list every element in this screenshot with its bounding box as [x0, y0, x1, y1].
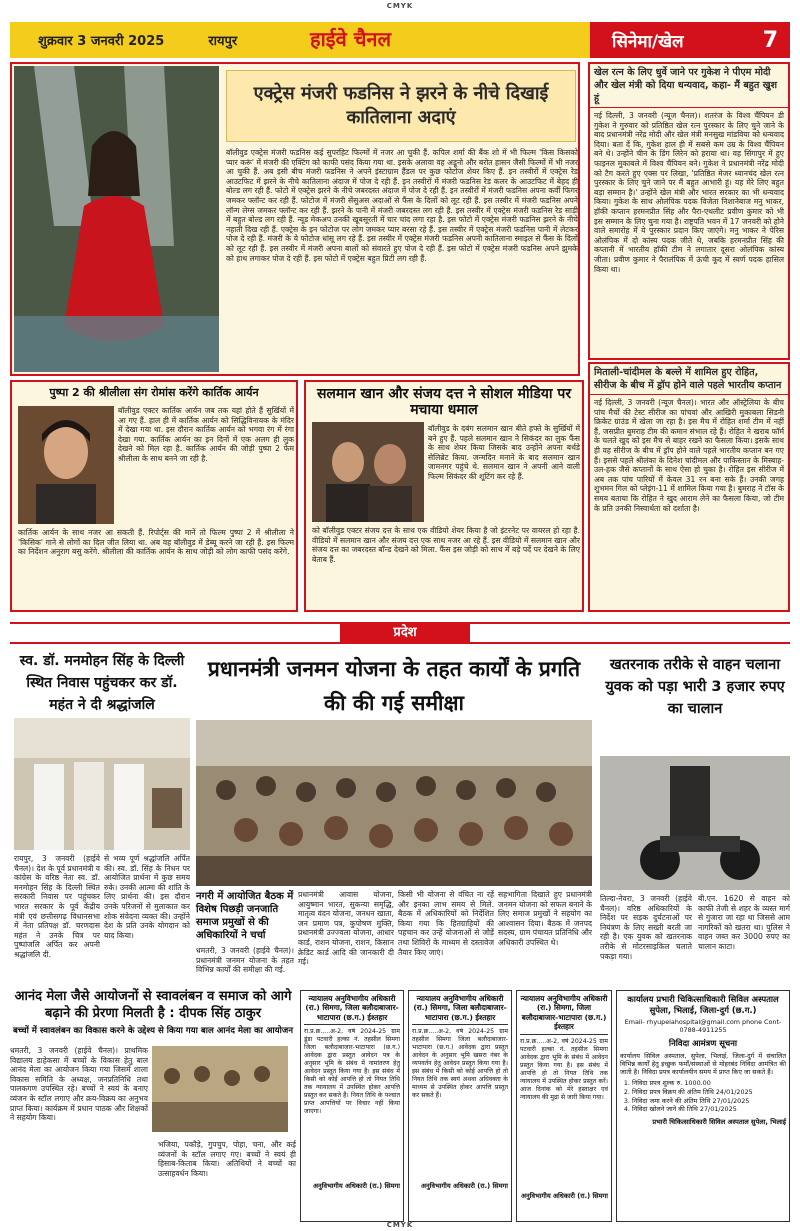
- court-notice-1-title: न्यायालय अनुविभागीय अधिकारी (रा.) सिमगा, जिला बलौदाबाजार-भाटापारा (छ.ग.) ईश्तहार: [304, 994, 400, 1025]
- masthead: [10, 22, 790, 58]
- edition-date: शुक्रवार 3 जनवरी 2025: [38, 34, 165, 49]
- vahan-body-2: बी.एन. 1620 से वाहन को काफी तेजी से शहर के व्यस्त मार्ग से गुजारा जा रहा था जिससे आम नागरिकों को खतरा था। पुलिस ने वाहन जब्त कर 3000 रुपए का चालान काटा।: [698, 894, 790, 951]
- hospital-items: [632, 1079, 786, 1113]
- hospital-contact: Email- rhyupelahospital@gmail.com phone Cont- 0788-4911255: [624, 1018, 782, 1035]
- salman-sanjay-photo: [312, 422, 424, 522]
- manmohan-photo: [14, 718, 190, 850]
- pushpa-body-2: कार्तिक आर्यन के साथ नजर आ सकती हैं. रिपोर्ट्स की मानें तो फिल्म पुष्पा 2 में श्रीलीला ने 'किसिक' गाने से लोगों का दिल जीत लिया था. अब वह बॉलीवुड में डेब्यू करने जा रही हैं. इस फिल्म का निर्देशन अनुराग बसु करेंगे. श्रीलीला की कार्तिक आर्यन के साथ जोड़ी को लोग काफी पसंद करेंगे.: [18, 528, 294, 557]
- hospital-body: कार्यालय सिविल अस्पताल, सुपेला, भिलाई, जिला-दुर्ग में संचालित विभिन्न कार्यों हेतु इच्छुक फर्मों/संस्थाओं से मोहरबंद निविदा आमंत्रित की जाती है। निविदा प्रपत्र कार्यालयीन समय में प्राप्त किए जा सकते हैं।: [620, 1051, 786, 1077]
- newspaper-logo: हाईवे चैनल: [310, 27, 392, 51]
- children-photo-illustration: [152, 1046, 288, 1132]
- pmjy-body-4: सहभागिता दिखाते हुए प्रधानमंत्री जनमन योजना को सफल बनाने के लिए समाज प्रमुखों ने सहयोग का आश्वासन दिया। बैठक में जनपद सदस्य, ग्राम पंचायत प्रतिनिधि और अधिकारी उपस्थित थे।: [498, 890, 592, 947]
- rohit-body: नई दिल्ली, 3 जनवरी (न्यूज चैनल)। भारत और ऑस्ट्रेलिया के बीच पांच मैचों की टेस्ट सीरीज का पांचवां और आखिरी मुकाबला सिडनी क्रिकेट ग्राउंड में खेला जा रहा है। इस मैच में रोहित शर्मा टीम में नहीं हैं, जसप्रीत बुमराह टीम की कमान संभाल रहे हैं। रोहित ने खराब फॉर्म के चलते खुद को इस मैच से बाहर रखने का फैसला किया। इसके साथ ही वह सीरीज के बीच में ड्रॉप होने वाले पहले भारतीय कप्तान बन गए हैं। इससे पहले श्रीलंका के दिनेश चांदीमल और पाकिस्तान के मिस्बाह-उल-हक जैसे कप्तानों के साथ ऐसा हो चुका है। रोहित इस सीरीज में अब तक पांच पारियों में केवल 31 रन बना सके हैं। उनकी जगह शुभमन गिल को प्लेइंग-11 में शामिल किया गया है। बुमराह ने टॉस के समय बताया कि रोहित ने खुद आराम लेने का फैसला किया, जो टीम के प्रति उनकी निस्वार्थता को दर्शाता है।: [594, 398, 784, 513]
- court-notice-2: [408, 990, 512, 1222]
- section-band-label: प्रदेश: [340, 622, 470, 644]
- duo-photo-illustration: [312, 422, 424, 522]
- gukesh-headline: खेल रत्न के लिए धुर्वे जाने पर गुकेश ने पीएम मोदी और खेल मंत्री को दिया धन्यवाद, कहा- मैं बहुत खुश हूं: [590, 64, 788, 108]
- crowd-photo-illustration: [196, 720, 592, 886]
- vahan-photo: [600, 756, 790, 890]
- hospital-item: 2. निविदा प्रपत्र विक्रय की अंतिम तिथि 24/01/2025: [632, 1088, 786, 1097]
- pushpa-story: [10, 380, 298, 612]
- manmohan-body-1: रायपुर, 3 जनवरी (हाईवे चैनल)। देश के पूर्व प्रधानमंत्री व कांग्रेस के वरिष्ठ नेता स्व. डॉ. मनमोहन सिंह के दिल्ली स्थित सरकारी निवास पर पहुंचकर भारत सरकार के पूर्व केंद्रीय मंत्री एवं छत्तीसगढ़ विधानसभा में नेता प्रतिपक्ष डॉ. चरणदास महंत ने उनके चित्र पर पुष्पांजलि अर्पित कर अपनी श्रद्धांजलि दी.: [14, 854, 100, 959]
- court-notice-2-footer: अनुविभागीय अधिकारी (रा.) सिमगा: [421, 1182, 508, 1191]
- anand-body-1: धमतरी, 3 जनवरी (हाईवे चैनल)। प्राथमिक विद्यालय डाहेकसा में बच्चों के विकास हेतु बाल आनंद मेला का आयोजन किया गया जिसमें शाला विकास समिति के अध्यक्ष, जनप्रतिनिधि तथा पालकगण उपस्थित रहे। बच्चों ने स्वयं के बनाए व्यंजन के स्टॉल लगाए और क्रय-विक्रय का अनुभव प्राप्त किया। कार्यक्रम में प्रधान पाठक और शिक्षकों ने सहयोग किया।: [10, 1046, 148, 1123]
- pmjy-body-1: धमतरी, 3 जनवरी (हाईवे चैनल)। प्रधानमंत्री जनमन योजना के तहत विभिन्न कार्यों की समीक्षा की गई.: [196, 946, 294, 975]
- anand-headline: आनंद मेला जैसे आयोजनों से स्वावलंबन व समाज को आगे बढ़ाने की प्रेरणा मिलती है : दीपक सिंह ठाकुर: [14, 989, 292, 1021]
- manmohan-headline: स्व. डॉ. मनमोहन सिंह के दिल्ली स्थित निवास पहुंचकर कर डॉ. महंत ने दी श्रद्धांजलि: [19, 653, 185, 713]
- print-marker-bottom: CMYK: [386, 1221, 414, 1229]
- edition-city: रायपुर: [208, 34, 238, 49]
- court-notice-3: [516, 990, 612, 1222]
- lead-body: बॉलीवुड एक्ट्रेस मंजरी फडनिस कई सुपरहिट फिल्मों में नजर आ चुकी हैं. कपिल शर्मा की बैंक शो में भी फिल्म 'किस किसको प्यार करूं' में मंजरी की एक्टिंग को काफी पसंद किया गया था. इसके अलावा वह अडूनो और बरोत हासन जैसी फिल्मों में भी नजर आ चुकी हैं. अब इसी बीच मंजरी फडनिस ने अपने इंस्टाग्राम हैंडल पर कुछ फोटोज शेयर किए हैं. इन तस्वीरों में एक्ट्रेस रेड आउटफिट में झरने के नीचे कातिलाना अंदाज में पोज दे रही हैं. इन तस्वीरों में मंजरी फडनिस रेड कलर के आउटफिट में बेहद ही बोल्ड लग रही हैं. फोटो में एक्ट्रेस झरने के नीचे जबरदस्त अंदाज में पोज दे रही हैं. इन तस्वीरों में मंजरी फडनिस अपना कर्वी फिगर जमकर फ्लॉन्ट कर रही हैं. फोटोज में मंजरी सेंसुअस अदाओं से फैंस के दिलों को लूट रही हैं. इस तस्वीर में मंजरी फडनिस अपने लॉन्ग लेग्स जमकर फ्लॉन्ट कर रही हैं. झरने के पानी में मंजरी जबरदस्त लग रही हैं. इस तस्वीर में एक्ट्रेस मंजरी फडनिस रेड साड़ी में बहुत बोल्ड लग रही हैं. न्यूड मेकअप उनकी खूबसूरती में चार चांद लगा रहा है. इस फोटो में एक्ट्रेस मंजरी फडनिस झरने के नीचे नहाती दिख रही हैं. एक्ट्रेस के इन फोटोज पर लोग जमकर प्यार बरसा रहे हैं. इस तस्वीर में एक्ट्रेस मंजरी फडनिस पानी में लेटकर पोज दे रही हैं. मंजरी के ये फोटोज धांसू लग रहे हैं. इस तस्वीर में एक्ट्रेस मंजरी फडनिस अपनी कातिलाना स्माइल से फैंस के दिलों को लूट रही हैं. इस तस्वीर में मंजरी अपना बालों को संवारते हुए पोज दे रही हैं. इस फोटो में एक्ट्रेस मंजरी फडनिस अपने झुमके को हाथ लगाकर पोज दे रही हैं. इस फोटो में एक्ट्रेस बहुत प्रिटी लग रही हैं.: [226, 148, 578, 263]
- court-notice-3-title: न्यायालय अनुविभागीय अधिकारी (रा.) सिमगा, जिला बलौदाबाजार-भाटापारा (छ.ग.) ईश्तहार: [520, 994, 608, 1035]
- section-band: [10, 622, 790, 644]
- hospital-item: 3. निविदा जमा करने की अंतिम तिथि 27/01/2025: [632, 1097, 786, 1106]
- rohit-story: [588, 362, 790, 612]
- pmjy-body-2: प्रधानमंत्री आवास योजना, आयुष्मान भारत, सुकन्या समृद्धि, मातृत्व वंदन योजना, जनधन खाता, जन प्रमाण पत्र, कुपोषण मुक्ति, प्रधानमंत्री उज्ज्वला योजना, आधार कार्ड, राशन योजना, राशन, किसान क्रेडिट कार्ड आदि की जानकारी दी गई।: [298, 890, 394, 967]
- pushpa-headline: पुष्पा 2 की श्रीलीला संग रोमांस करेंगे कार्तिक आर्यन: [49, 386, 259, 399]
- gukesh-story: [588, 62, 790, 360]
- anand-subheadline: बच्चों में स्वावलंबन का विकास करने के उद्देश्य से किया गया बाल आनंद मेला का आयोजन: [12, 1026, 294, 1036]
- court-notice-1-body: रा.प्र.क्र.....अ-2, वर्ष 2024-25 ग्राम डूंडा पटवारी हल्का नं. तहसील सिमगा जिला बलौदाबाजार-भाटापारा (छ.ग.) आवेदक द्वारा प्रस्तुत आवेदन पत्र के अनुसार भूमि के संबंध में नामांतरण हेतु आवेदन प्रस्तुत किया गया है। इस संबंध में किसी को कोई आपत्ति हो तो नियत तिथि तक न्यायालय में उपस्थित होकर आपत्ति प्रस्तुत कर सकते हैं। नियत तिथि के पश्चात प्राप्त आपत्तियों पर विचार नहीं किया जाएगा।: [304, 1028, 400, 1116]
- rohit-headline: मिताली-चांदीमल के बल्ले में शामिल हुए रोहित, सीरीज के बीच में ड्रॉप होने वाले पहले भारतीय कप्तान: [590, 364, 788, 395]
- hospital-notice-title: निविदा आमंत्रण सूचना: [668, 1037, 738, 1048]
- salman-headline: सलमान खान और संजय दत्त ने सोशल मीडिया पर मचाया धमाल: [316, 386, 572, 418]
- hospital-footer: प्रभारी चिकित्साधिकारी सिविल अस्पताल सुपेला, भिलाई: [652, 1117, 786, 1126]
- hospital-tender-notice: [616, 990, 790, 1222]
- lead-headline: एक्ट्रेस मंजरी फडनिस ने झरने के नीचे दिखाई कातिलाना अदाएं: [253, 83, 549, 128]
- court-notice-3-footer: अनुविभागीय अधिकारी (रा.) सिमगा: [521, 1191, 608, 1200]
- section-title: सिनेमा/खेल: [612, 31, 684, 52]
- kartik-photo: [18, 406, 114, 524]
- pmjy-body-3: किसी भी योजना से वंचित ना रहें और इनका लाभ समय से मिले. बैठक में अधिकारियों को निर्देशित किया गया कि हितग्राहियों की पहचान कर उन्हें योजनाओं से जोड़ें तथा शिविरों के माध्यम से दस्तावेज तैयार किए जाएं।: [398, 890, 494, 957]
- pushpa-body-1: बॉलीवुड एक्टर कार्तिक आर्यन जब तक यहां होते हैं सुर्खियों में आ गए हैं. हाल ही में कार्तिक आर्यन को सिद्धिविनायक के मंदिर में देखा गया था. इस दौरान कार्तिक आर्यन को भगवा रंग में रंगा देखा गया. कार्तिक आर्यन का इन दिनों में एक अलग ही लुक देखने को मिल रहा है. कार्तिक आर्यन की जोड़ी पुष्पा 2 फेम श्रीलीला के साथ बनने जा रही है.: [118, 406, 294, 463]
- hospital-item: 1. निविदा प्रपत्र शुल्क रु. 1000.00: [632, 1079, 786, 1088]
- court-notice-3-body: रा.प्र.क्र.....अ-2, वर्ष 2024-25 ग्राम पटवारी हल्का नं. तहसील सिमगा आवेदक द्वारा भूमि के संबंध में आवेदन प्रस्तुत किया गया है। इस संबंध में आपत्ति हो तो नियत तिथि तक न्यायालय में उपस्थित होकर प्रस्तुत करें। आज दिनांक को मेरे हस्ताक्षर एवं न्यायालय की मुद्रा से जारी किया गया।: [520, 1037, 608, 1101]
- lead-headline-box: [226, 70, 576, 142]
- lead-story: [10, 62, 580, 376]
- page-number: 7: [762, 27, 778, 53]
- tribute-photo-illustration: [14, 718, 190, 850]
- court-notice-1-footer: अनुविभागीय अधिकारी (रा.) सिमगा: [313, 1182, 400, 1191]
- court-notice-2-body: रा.प्र.क्र.....अ-2, वर्ष 2024-25 ग्राम तहसील सिमगा जिला बलौदाबाजार-भाटापारा (छ.ग.) आवेदक द्वारा प्रस्तुत आवेदन के अनुसार भूमि खसरा नंबर के व्यपवर्तन हेतु आवेदन प्रस्तुत किया गया है। इस संबंध में किसी को कोई आपत्ति हो तो नियत तिथि तक स्वयं अथवा अधिवक्ता के माध्यम से उपस्थित होकर आपत्ति प्रस्तुत कर सकते हैं।: [412, 1028, 508, 1100]
- hospital-title: कार्यालय प्रभारी चिकित्साधिकारी सिविल अस्पताल सुपेला, भिलाई, जिला-दुर्ग (छ.ग.): [627, 994, 779, 1015]
- salman-body-1: बॉलीवुड के दबंग सलमान खान बीते हफ्ते के सुर्खियों में बने हुए हैं. पहले सलमान खान ने सिकंदर का लुक फैंस के साथ शेयर किया जिसके बाद उन्होंने अपना बर्थडे सेलिब्रेट किया. जन्मदिन मनाने के बाद सलमान खान जामनगर पहुंचे थे. सलमान खान ने अपनी आने वाली फिल्म सिकंदर की शूटिंग कर रहे हैं.: [428, 424, 580, 481]
- waterfall-photo-illustration: [14, 66, 219, 372]
- pmjy-subheadline: नगरी में आयोजित बैठक में विशेष पिछड़ी जनजाति समाज प्रमुखों से की अधिकारियों ने चर्चा: [196, 891, 294, 941]
- print-marker-top: CMYK: [386, 2, 414, 10]
- lead-photo: [14, 66, 219, 372]
- manmohan-body-2: से भव्य पूर्ण श्रद्धांजलि अर्पित की। स्व. डॉ. सिंह के निधन पर आयोजित प्रार्थना में कुछ समय रुके। उनकी आत्मा की शांति के लिए प्रार्थना की। इस दौरान उनके परिजनों से मुलाकात कर शोक संवेदना व्यक्त की। उन्होंने देश के प्रति उनके योगदान को याद किया।: [104, 854, 190, 940]
- vahan-body-1: तिल्दा-नेवरा, 3 जनवरी (हाईवे चैनल)। वरिष्ठ अधिकारियों के निर्देश पर सड़क दुर्घटनाओं पर नियंत्रण के लिए सख्ती बरती जा रही है। एक युवक को खतरनाक तरीके से मोटरसाइकिल चलाते पकड़ा गया।: [600, 894, 692, 961]
- portrait-illustration: [18, 406, 114, 524]
- hospital-item: 4. निविदा खोलने जाने की तिथि 27/01/2025: [632, 1105, 786, 1114]
- anand-mela-photo: [152, 1046, 288, 1132]
- pmjy-meeting-photo: [196, 720, 592, 886]
- masthead-left: [10, 22, 590, 58]
- section-banner: [590, 22, 790, 58]
- court-notice-2-title: न्यायालय अनुविभागीय अधिकारी (रा.) सिमगा, जिला बलौदाबाजार-भाटापारा (छ.ग.) ईश्तहार: [412, 994, 508, 1025]
- salman-body-2: को बॉलीवुड एक्टर संजय दत्त के साथ एक वीडियो शेयर किया है जो इंटरनेट पर वायरल हो रहा है. वीडियो में सलमान खान और संजय दत्त एक साथ नजर आ रहे हैं. इस वीडियो में सलमान खान और संजय दत्त का जबरदस्त बॉन्ड देखने को मिला. फैंस इस जोड़ी को साथ में बड़े पर्दे पर देखने के लिए बेताब हैं.: [312, 526, 580, 564]
- vahan-headline: खतरनाक तरीके से वाहन चलाना युवक को पड़ा भारी 3 हजार रुपए का चालान: [605, 657, 785, 717]
- court-notice-1: [300, 990, 404, 1222]
- gukesh-body: नई दिल्ली, 3 जनवरी (न्यूज चैनल)। शतरंज के विश्व चैंपियन डी गुकेश ने गुरुवार को प्रतिष्ठित खेल रत्न पुरस्कार के लिए चुने जाने के बाद प्रधानमंत्री नरेंद्र मोदी और खेल मंत्री मनसुख मांडविया को धन्यवाद दिया। बता दें कि, गुकेश हाल ही में सबसे कम उम्र के विश्व चैंपियन बने थे। उन्होंने चीन के डिंग लिरेन को हराया था। वह सिंगापुर में हुए फाइनल मुकाबले में विश्व चैंपियन बने। गुकेश ने प्रधानमंत्री नरेंद्र मोदी को टैग करते हुए एक्स पर लिखा, 'प्रतिष्ठित मेजर ध्यानचंद खेल रत्न पुरस्कार के लिए चुने जाने पर मैं बहुत आभारी हूं। यह मेरे लिए बहुत बड़ा सम्मान है।' उन्होंने खेल मंत्री और भारत सरकार का भी धन्यवाद किया। गुकेश के साथ ओलंपिक पदक विजेता निशानेबाज मनु भाकर, हॉकी कप्तान हरमनप्रीत सिंह और पैरा-एथलीट प्रवीण कुमार को भी इस सम्मान के लिए चुना गया है। राष्ट्रपति भवन में 17 जनवरी को होने वाले समारोह में ये पुरस्कार प्रदान किए जाएंगे। मनु भाकर ने पेरिस ओलंपिक में दो कांस्य पदक जीते थे, जबकि हरमनप्रीत सिंह की कप्तानी में भारतीय हॉकी टीम ने लगातार दूसरा ओलंपिक कांस्य जीता। प्रवीण कुमार ने पैरालंपिक में ऊंची कूद में स्वर्ण पदक हासिल किया था।: [594, 111, 784, 274]
- anand-body-2: भजिया, पकौड़े, गुपचुप, पोहा, चना, और कई व्यंजनों के स्टॉल लगाए गए। बच्चों ने स्वयं ही हिसाब-किताब किया। अतिथियों ने बच्चों का उत्साहवर्धन किया।: [158, 1140, 296, 1178]
- motorcycle-photo-illustration: [600, 756, 790, 890]
- salman-story: [304, 380, 584, 612]
- pmjy-headline: प्रधानमंत्री जनमन योजना के तहत कार्यों के प्रगति की की गई समीक्षा: [207, 657, 581, 715]
